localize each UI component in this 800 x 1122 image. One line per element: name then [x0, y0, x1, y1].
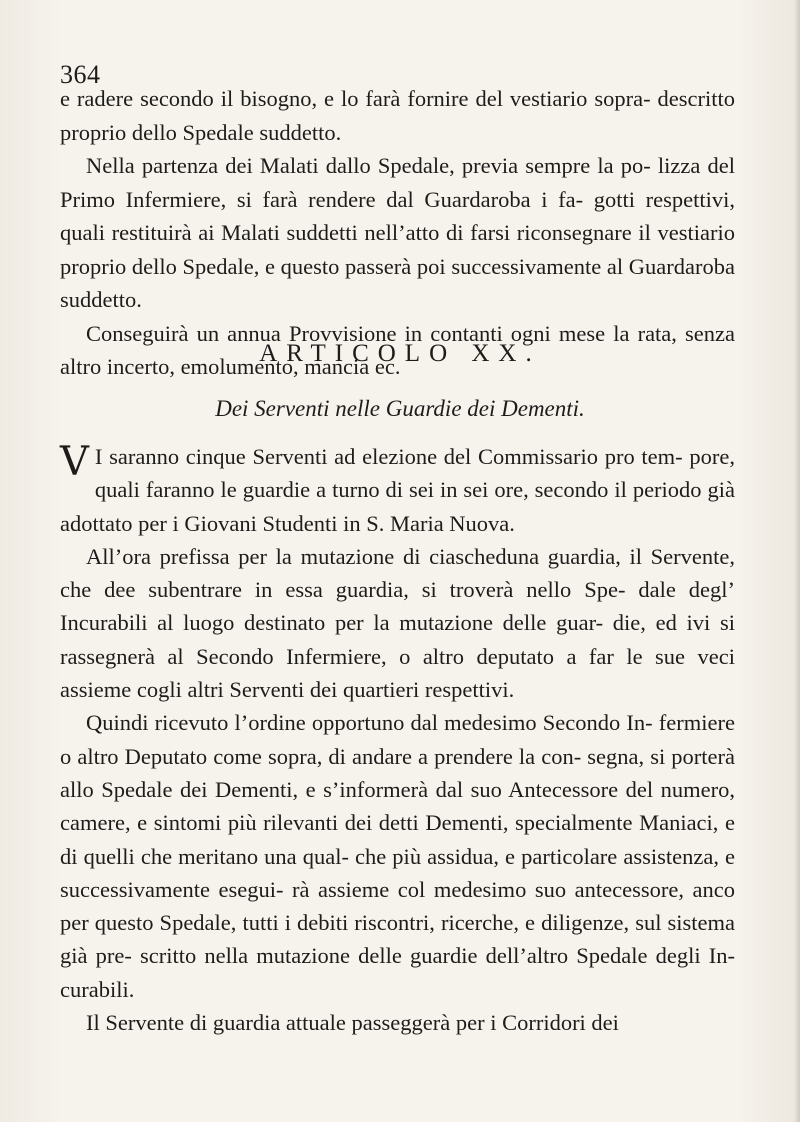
paragraph-7: Il Servente di guardia attuale passeggerà per i Corridori dei — [86, 1010, 619, 1036]
paragraph-3: Conseguirà un annua Provvisione in contanti ogni mese la rata, senza altro incerto, emolumento, mancia ec. — [60, 320, 735, 379]
paragraph-6: Quindi ricevuto l’ordine opportuno dal medesimo Secondo In- fermiere o altro Deputato come sopra, di andare a prendere la con- segna, si porterà allo Spedale dei Dementi, e s’informerà dal suo Antecessore del numero, camere, e sintomi più rilevanti dei detti Dementi, specialmente Maniaci, e di quelli che meritano una qual- che più assidua, e particolare assistenza, e successivamente esegui- rà assieme col medesimo suo antecessore, anco per questo Spedale, tutti i debiti riscontri, ricerche, e diligenze, sul sistema già pre- scritto nella mutazione delle guardie dell’altro Spedale degli In- curabili. — [60, 710, 735, 1002]
page-number: 364 — [60, 60, 101, 89]
paragraph-5: All’ora prefissa per la mutazione di ciascheduna guardia, il Servente, che dee subentrare in essa guardia, si troverà nello Spe- dale degl’ Incurabili al luogo destinato per la mutazione delle guar- die, ed ivi si rassegnerà al Secondo Infermiere, o altro deputato a far le sue veci assieme cogli altri Serventi dei quartieri respettivi. — [60, 543, 735, 703]
drop-cap-initial: V — [60, 439, 89, 485]
text-block-upper — [60, 82, 735, 384]
page-edge-shadow — [794, 0, 800, 1122]
paragraph-4-text: I saranno cinque Serventi ad elezione del Commissario pro tem- pore, quali faranno le guardie a turno di sei in sei ore, secondo il periodo già adottato per i Giovani Studenti in S. Maria Nuova. — [60, 444, 735, 536]
paragraph-4 — [60, 440, 735, 540]
paragraph-1: e radere secondo il bisogno, e lo farà fornire del vestiario sopra- descritto proprio dello Spedale suddetto. — [60, 86, 735, 145]
text-block-lower — [60, 440, 735, 1039]
article-heading: ARTICOLO XX. — [259, 340, 541, 367]
paragraph-2: Nella partenza dei Malati dallo Spedale, previa sempre la po- lizza del Primo Infermiere, si farà rendere dal Guardaroba i fa- gotti respettivi, quali restituirà ai Malati suddetti nell’atto di farsi riconsegnare il vestiario proprio dello Spedale, e questo passerà poi successivamente al Guardaroba suddetto. — [60, 153, 735, 312]
section-title: Dei Serventi nelle Guardie dei Dementi. — [215, 396, 585, 421]
